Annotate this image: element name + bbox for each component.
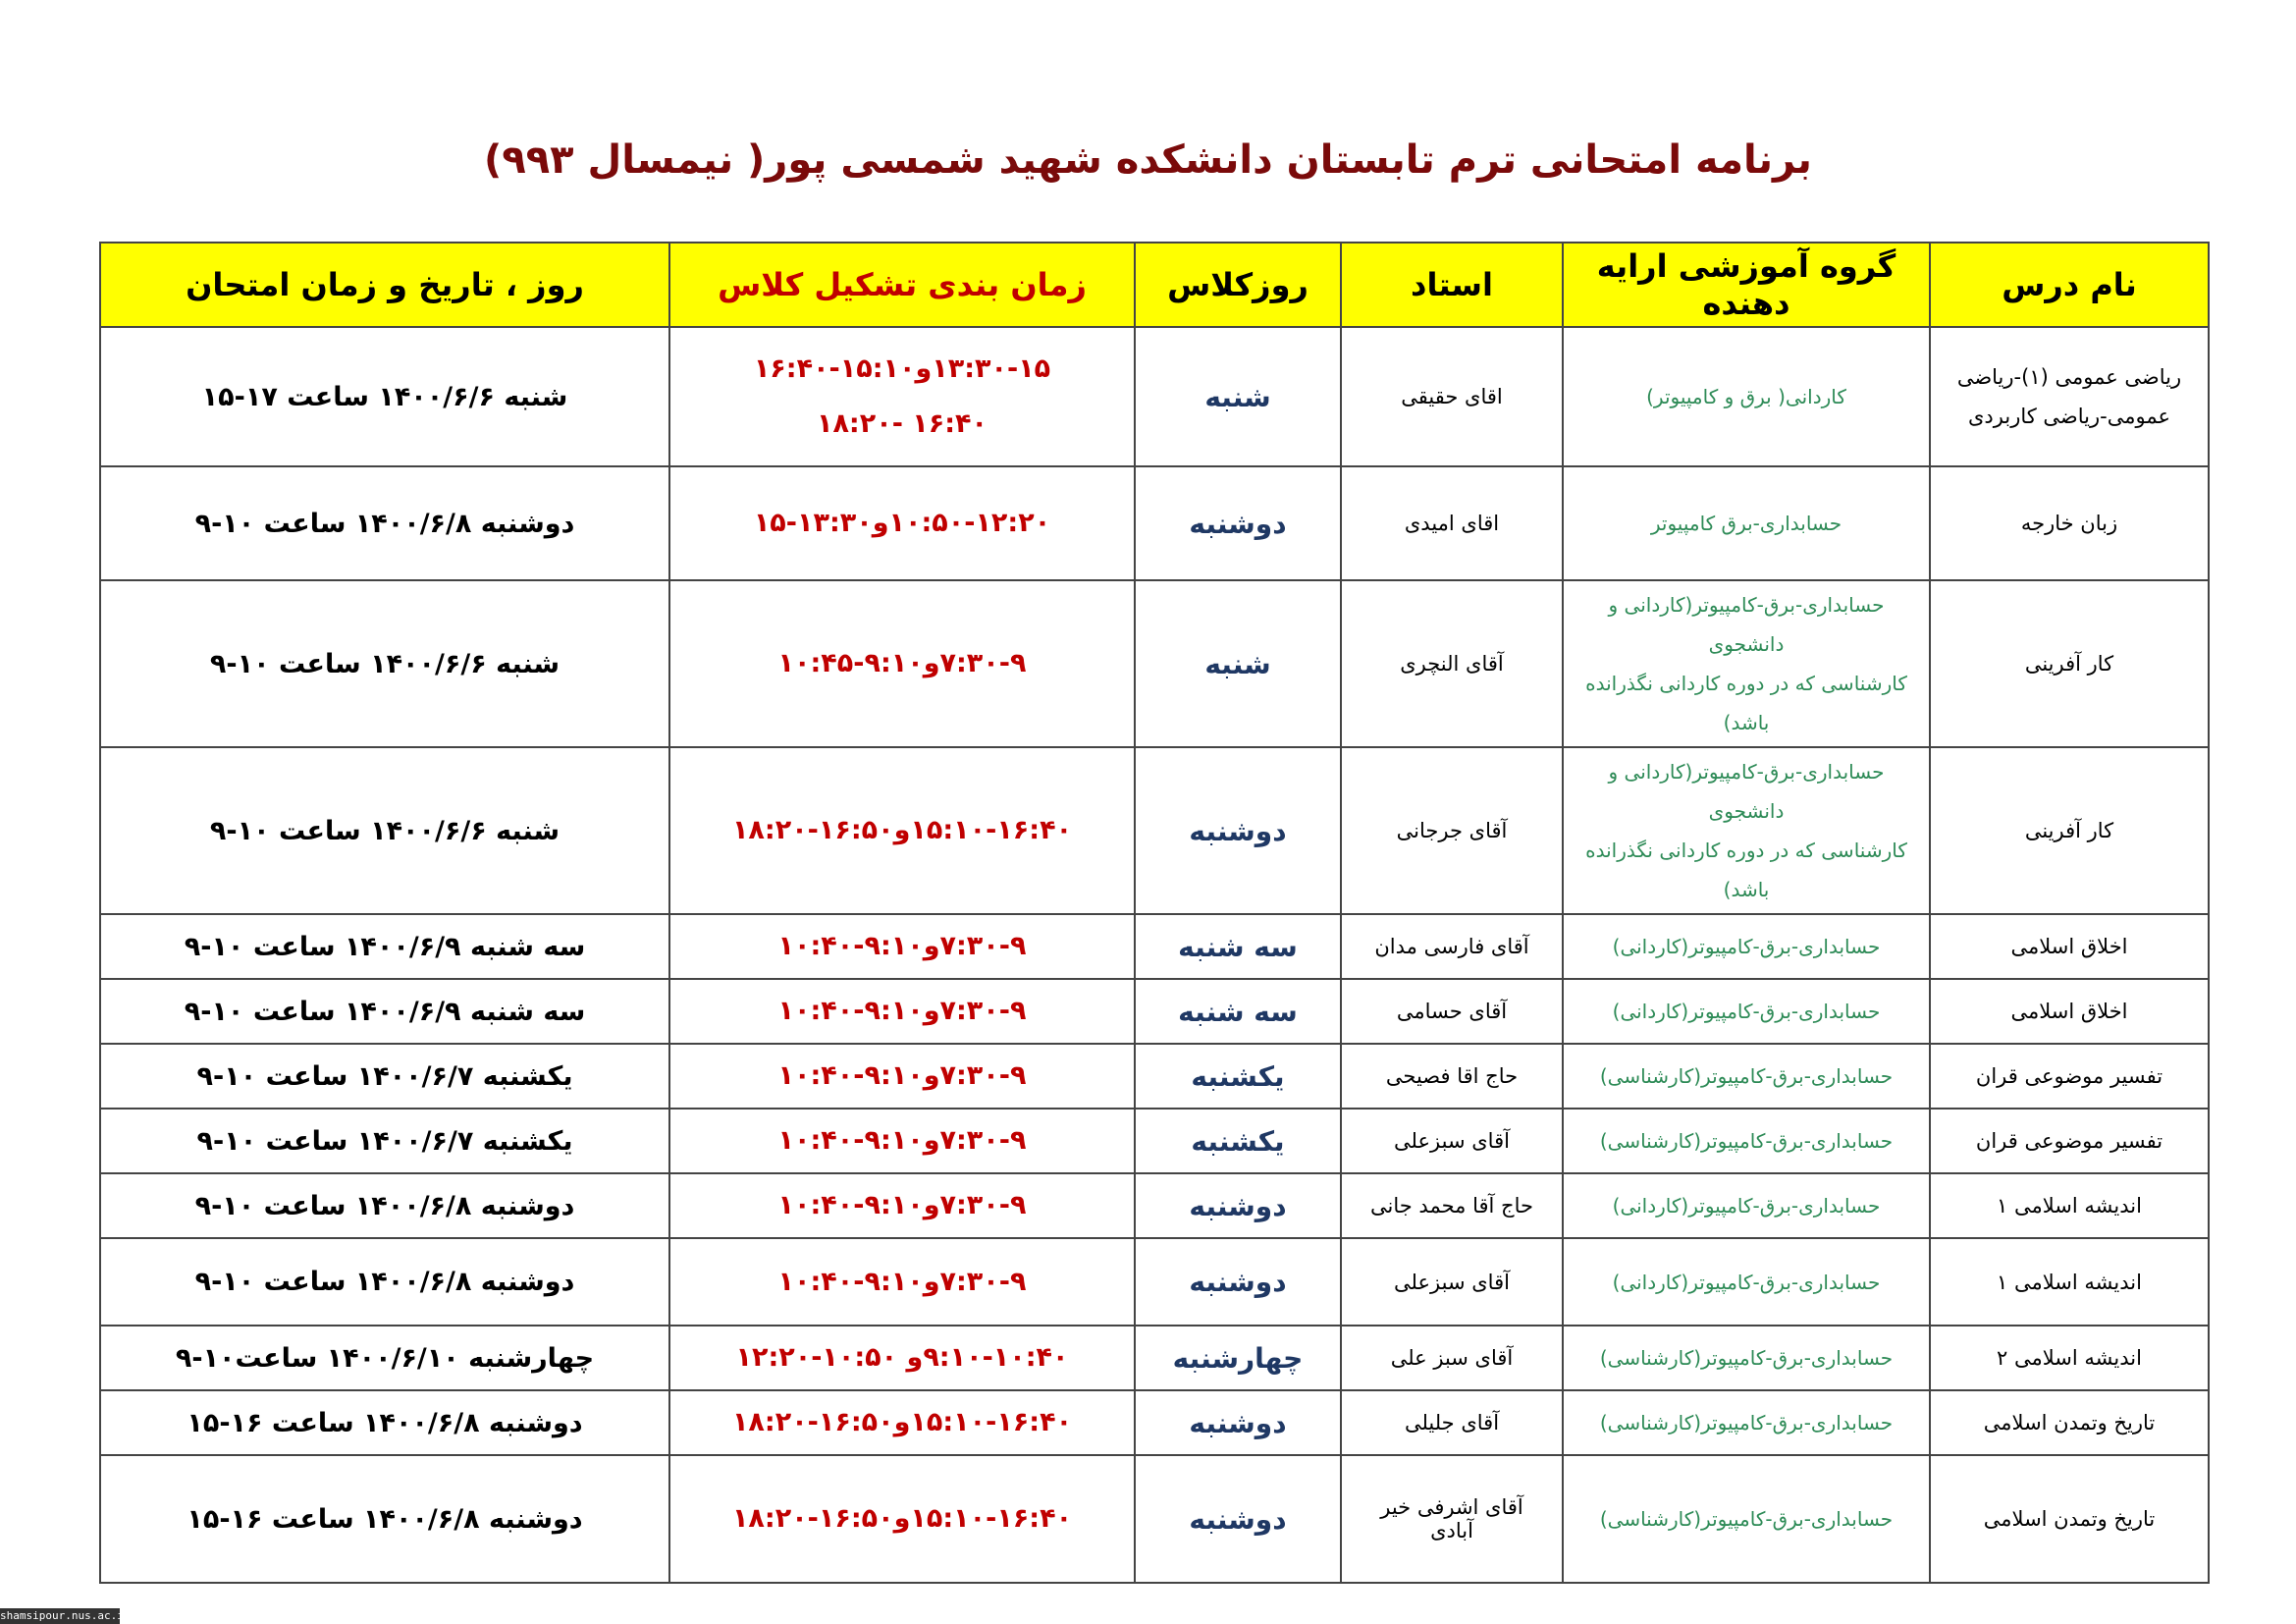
teacher-cell: [1341, 580, 1563, 747]
class-day-text: یکشنبه: [1191, 1124, 1285, 1158]
group-text: حسابداری-برق کامپیوتر: [1650, 512, 1842, 535]
teacher-cell: [1341, 914, 1563, 979]
teacher-cell: [1341, 1238, 1563, 1326]
exam-date-cell: [100, 914, 669, 979]
teacher-cell: [1341, 1455, 1563, 1583]
course-text: اندیشه اسلامی ۱: [1997, 1270, 2142, 1294]
table-header-row: [100, 243, 2209, 327]
course-cell: [1930, 1238, 2209, 1326]
class-day-text: دوشنبه: [1189, 1266, 1287, 1298]
exam-date-cell: [100, 466, 669, 580]
exam-date-text: یکشنبه ۱۴۰۰/۶/۷ ساعت ۱۰-۹: [196, 1060, 573, 1092]
exam-date-text: شنبه ۱۴۰۰/۶/۶ ساعت ۱۰-۹: [209, 648, 561, 679]
group-cell: [1563, 327, 1930, 466]
table-row: [100, 1238, 2209, 1326]
course-cell: [1930, 327, 2209, 466]
course-text: تاریخ وتمدن اسلامی: [1983, 1411, 2156, 1435]
course-text: کار آفرینی: [2024, 819, 2114, 842]
group-text: حسابداری-برق-کامپیوتر(کاردانی): [1612, 1194, 1881, 1218]
class-day-text: دوشنبه: [1189, 507, 1287, 540]
class-day-cell: [1135, 327, 1341, 466]
class-time-text: ۹:۱۰-۱۰:۴۰و ۱۰:۵۰-۱۲:۲۰: [735, 1342, 1069, 1373]
course-cell: [1930, 914, 2209, 979]
teacher-text: آقای سبز علی: [1390, 1346, 1514, 1370]
course-text: تفسیر موضوعی قران: [1975, 1129, 2163, 1153]
header-class-time: زمان بندی تشکیل کلاس: [669, 243, 1135, 327]
course-text: اخلاق اسلامی: [2010, 935, 2128, 958]
class-time-cell: [669, 466, 1135, 580]
table-row: [100, 979, 2209, 1044]
group-text: حسابداری-برق-کامپیوتر(کاردانی): [1612, 1270, 1881, 1294]
group-text: حسابداری-برق-کامپیوتر(کاردانی): [1612, 935, 1881, 958]
teacher-cell: [1341, 327, 1563, 466]
class-time-text: ۱۶:۴۰ -۱۸:۲۰: [816, 408, 988, 439]
class-day-cell: [1135, 466, 1341, 580]
header-teacher: استاد: [1341, 243, 1563, 327]
exam-date-text: دوشنبه ۱۴۰۰/۶/۸ ساعت ۱۶-۱۵: [187, 1407, 583, 1438]
group-text: حسابداری-برق-کامپیوتر(کارشناسی): [1599, 1507, 1894, 1531]
class-time-cell: [669, 327, 1135, 466]
teacher-text: اقای امیدی: [1404, 512, 1500, 535]
table-row: [100, 747, 2209, 914]
group-cell: [1563, 1455, 1930, 1583]
group-text: حسابداری-برق-کامپیوتر(کارشناسی): [1599, 1129, 1894, 1153]
exam-date-text: چهارشنبه ۱۴۰۰/۶/۱۰ ساعت۱۰-۹: [175, 1342, 595, 1374]
course-cell: [1930, 1044, 2209, 1109]
exam-date-cell: [100, 327, 669, 466]
group-cell: [1563, 1109, 1930, 1173]
exam-date-cell: [100, 747, 669, 914]
teacher-cell: [1341, 466, 1563, 580]
table-row: [100, 914, 2209, 979]
class-time-cell: [669, 1238, 1135, 1326]
course-cell: [1930, 979, 2209, 1044]
group-cell: [1563, 1238, 1930, 1326]
course-text: ریاضی عمومی (۱)-ریاضی: [1956, 365, 2182, 389]
class-day-text: یکشنبه: [1191, 1059, 1285, 1093]
teacher-cell: [1341, 1326, 1563, 1390]
class-day-text: سه شنبه: [1178, 930, 1298, 963]
class-day-cell: [1135, 580, 1341, 747]
exam-date-cell: [100, 1173, 669, 1238]
class-time-text: ۷:۳۰-۹و۹:۱۰-۱۰:۴۵: [777, 648, 1027, 678]
class-time-cell: [669, 580, 1135, 747]
class-day-cell: [1135, 747, 1341, 914]
group-cell: [1563, 914, 1930, 979]
teacher-text: آقای جلیلی: [1404, 1411, 1500, 1435]
course-cell: [1930, 1109, 2209, 1173]
course-text: اخلاق اسلامی: [2010, 1000, 2128, 1023]
group-cell: [1563, 1044, 1930, 1109]
class-day-cell: [1135, 1455, 1341, 1583]
exam-date-cell: [100, 580, 669, 747]
exam-date-text: سه شنبه ۱۴۰۰/۶/۹ ساعت ۱۰-۹: [184, 931, 586, 962]
group-text: کارشناسی که در دوره کاردانی نگذرانده باشد): [1585, 839, 1907, 901]
teacher-cell: [1341, 1390, 1563, 1455]
class-time-cell: [669, 1390, 1135, 1455]
teacher-cell: [1341, 1044, 1563, 1109]
class-day-text: سه شنبه: [1178, 995, 1298, 1028]
table-row: [100, 1173, 2209, 1238]
table-row: [100, 1109, 2209, 1173]
course-text: زبان خارجه: [2020, 512, 2118, 535]
exam-date-text: شنبه ۱۴۰۰/۶/۶ ساعت ۱۷-۱۵: [201, 381, 568, 412]
course-text: اندیشه اسلامی ۲: [1997, 1346, 2142, 1370]
class-day-text: دوشنبه: [1189, 814, 1287, 847]
group-text: کاردانی( برق و کامپیوتر): [1646, 385, 1846, 408]
class-time-text: ۱۳:۳۰-۱۵و۱۵:۱۰-۱۶:۴۰: [753, 353, 1051, 384]
group-cell: [1563, 1173, 1930, 1238]
class-day-text: دوشنبه: [1189, 1189, 1287, 1222]
exam-date-cell: [100, 1109, 669, 1173]
table-row: [100, 466, 2209, 580]
exam-date-cell: [100, 1455, 669, 1583]
header-course: نام درس: [1930, 243, 2209, 327]
exam-date-cell: [100, 1238, 669, 1326]
exam-date-cell: [100, 979, 669, 1044]
class-time-text: ۷:۳۰-۹و۹:۱۰-۱۰:۴۰: [777, 996, 1027, 1026]
exam-date-text: یکشنبه ۱۴۰۰/۶/۷ ساعت ۱۰-۹: [196, 1125, 573, 1157]
class-day-text: شنبه: [1204, 380, 1271, 413]
class-day-cell: [1135, 1109, 1341, 1173]
teacher-cell: [1341, 1109, 1563, 1173]
table-row: [100, 580, 2209, 747]
class-time-cell: [669, 1109, 1135, 1173]
group-text: حسابداری-برق-کامپیوتر(کاردانی و دانشجوی: [1608, 760, 1885, 823]
class-day-text: دوشنبه: [1189, 1406, 1287, 1439]
teacher-text: آقای النچری: [1400, 652, 1504, 676]
class-time-text: ۷:۳۰-۹و۹:۱۰-۱۰:۴۰: [777, 1266, 1027, 1297]
group-cell: [1563, 466, 1930, 580]
course-text: تاریخ وتمدن اسلامی: [1983, 1507, 2156, 1531]
exam-date-text: دوشنبه ۱۴۰۰/۶/۸ ساعت ۱۰-۹: [194, 508, 575, 539]
group-cell: [1563, 1390, 1930, 1455]
table-body: [100, 327, 2209, 1583]
table-row: [100, 1390, 2209, 1455]
teacher-text: آقای سبزعلی: [1394, 1270, 1510, 1294]
class-time-cell: [669, 914, 1135, 979]
exam-date-cell: [100, 1390, 669, 1455]
course-cell: [1930, 747, 2209, 914]
group-text: حسابداری-برق-کامپیوتر(کاردانی و دانشجوی: [1608, 593, 1885, 656]
exam-date-text: دوشنبه ۱۴۰۰/۶/۸ ساعت ۱۰-۹: [194, 1190, 575, 1221]
course-text: عمومی-ریاضی کاربردی: [1967, 405, 2170, 428]
teacher-cell: [1341, 979, 1563, 1044]
course-cell: [1930, 1390, 2209, 1455]
teacher-text: آقای سبزعلی: [1394, 1129, 1510, 1153]
group-cell: [1563, 747, 1930, 914]
header-group: گروه آموزشی ارایه دهنده: [1563, 243, 1930, 327]
class-day-cell: [1135, 914, 1341, 979]
course-text: تفسیر موضوعی قران: [1975, 1064, 2163, 1088]
class-day-text: چهارشنبه: [1172, 1341, 1304, 1375]
class-time-cell: [669, 1044, 1135, 1109]
header-class-day: روزکلاس: [1135, 243, 1341, 327]
class-day-cell: [1135, 1173, 1341, 1238]
course-cell: [1930, 1173, 2209, 1238]
class-time-text: ۷:۳۰-۹و۹:۱۰-۱۰:۴۰: [777, 1125, 1027, 1156]
exam-date-cell: [100, 1044, 669, 1109]
course-cell: [1930, 1455, 2209, 1583]
exam-date-text: دوشنبه ۱۴۰۰/۶/۸ ساعت ۱۰-۹: [194, 1267, 575, 1297]
teacher-text: اقای حقیقی: [1401, 385, 1503, 408]
exam-date-text: دوشنبه ۱۴۰۰/۶/۸ ساعت ۱۶-۱۵: [187, 1503, 583, 1535]
course-cell: [1930, 466, 2209, 580]
group-cell: [1563, 580, 1930, 747]
class-time-text: ۱۵:۱۰-۱۶:۴۰و۱۶:۵۰-۱۸:۲۰: [731, 1503, 1073, 1534]
class-day-cell: [1135, 1326, 1341, 1390]
class-day-text: دوشنبه: [1189, 1502, 1287, 1536]
exam-date-text: سه شنبه ۱۴۰۰/۶/۹ ساعت ۱۰-۹: [184, 996, 586, 1027]
teacher-text: آقای حسامی: [1396, 1000, 1508, 1023]
exam-date-text: شنبه ۱۴۰۰/۶/۶ ساعت ۱۰-۹: [209, 815, 561, 846]
table-row: [100, 1044, 2209, 1109]
teacher-cell: [1341, 1173, 1563, 1238]
table-row: [100, 327, 2209, 466]
class-time-text: ۷:۳۰-۹و۹:۱۰-۱۰:۴۰: [777, 1190, 1027, 1220]
header-exam-date: روز ، تاریخ و زمان امتحان: [100, 243, 669, 327]
teacher-text: حاج آقا محمد جانی: [1370, 1194, 1533, 1218]
exam-date-cell: [100, 1326, 669, 1390]
group-cell: [1563, 1326, 1930, 1390]
course-cell: [1930, 1326, 2209, 1390]
class-day-cell: [1135, 979, 1341, 1044]
class-day-cell: [1135, 1044, 1341, 1109]
teacher-text: حاج اقا فصیحی: [1385, 1064, 1519, 1088]
group-text: حسابداری-برق-کامپیوتر(کاردانی): [1612, 1000, 1881, 1023]
teacher-text: آقای اشرفی خیر آبادی: [1380, 1495, 1523, 1543]
site-url-badge: shamsipour.nus.ac.ir: [0, 1609, 131, 1622]
class-time-text: ۷:۳۰-۹و۹:۱۰-۱۰:۴۰: [777, 931, 1027, 961]
class-time-text: ۱۵:۱۰-۱۶:۴۰و۱۶:۵۰-۱۸:۲۰: [731, 815, 1073, 845]
group-text: حسابداری-برق-کامپیوتر(کارشناسی): [1599, 1064, 1894, 1088]
class-day-text: شنبه: [1204, 647, 1271, 680]
class-time-cell: [669, 1173, 1135, 1238]
class-day-cell: [1135, 1390, 1341, 1455]
teacher-text: آقای فارسی مدان: [1374, 935, 1529, 958]
course-text: اندیشه اسلامی ۱: [1997, 1194, 2142, 1218]
group-text: حسابداری-برق-کامپیوتر(کارشناسی): [1599, 1346, 1894, 1370]
teacher-text: آقای جرجانی: [1396, 819, 1508, 842]
page-title: برنامه امتحانی ترم تابستان دانشکده شهید شمسی پور( نیمسال ۹۹۳): [484, 137, 1812, 183]
class-time-cell: [669, 747, 1135, 914]
class-day-cell: [1135, 1238, 1341, 1326]
class-time-cell: [669, 1326, 1135, 1390]
class-time-text: ۱۰:۵۰-۱۲:۲۰و۱۳:۳۰-۱۵: [753, 508, 1051, 538]
exam-schedule-table: [99, 242, 2210, 1584]
class-time-cell: [669, 1455, 1135, 1583]
group-text: حسابداری-برق-کامپیوتر(کارشناسی): [1599, 1411, 1894, 1435]
table-row: [100, 1326, 2209, 1390]
table-row: [100, 1455, 2209, 1583]
class-time-cell: [669, 979, 1135, 1044]
course-text: کار آفرینی: [2024, 652, 2114, 676]
class-time-text: ۱۵:۱۰-۱۶:۴۰و۱۶:۵۰-۱۸:۲۰: [731, 1407, 1073, 1437]
course-cell: [1930, 580, 2209, 747]
group-text: کارشناسی که در دوره کاردانی نگذرانده باشد): [1585, 672, 1907, 734]
group-cell: [1563, 979, 1930, 1044]
class-time-text: ۷:۳۰-۹و۹:۱۰-۱۰:۴۰: [777, 1060, 1027, 1091]
teacher-cell: [1341, 747, 1563, 914]
